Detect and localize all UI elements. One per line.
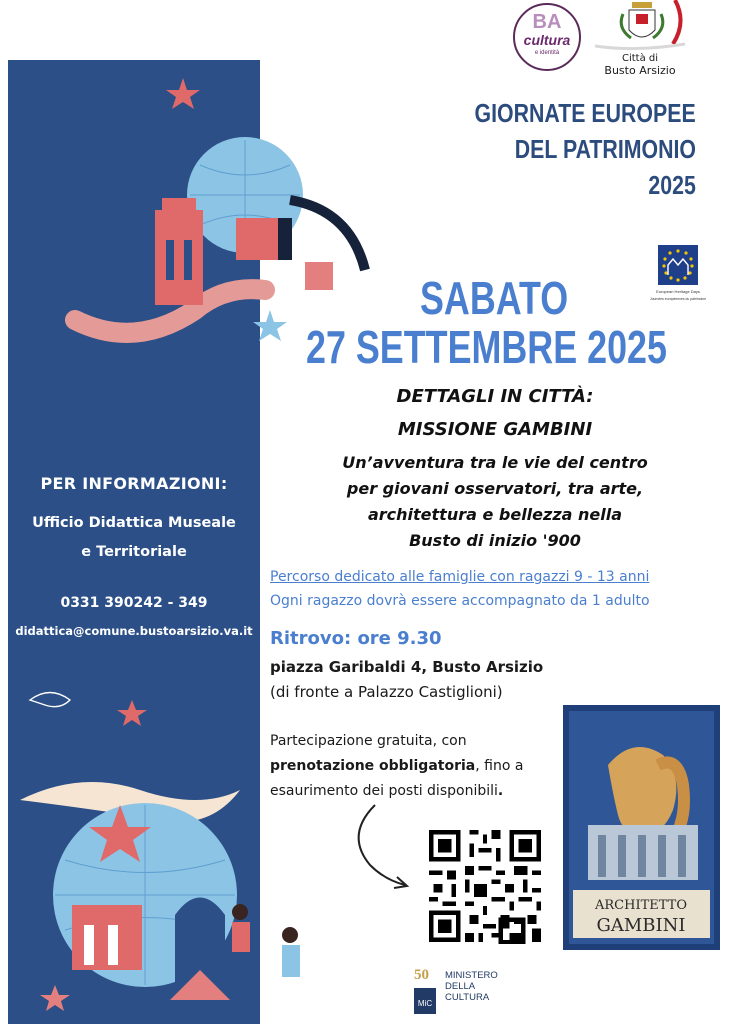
- cube: [236, 218, 278, 260]
- kid-body: [232, 922, 250, 952]
- star: [253, 310, 287, 341]
- date-full: 27 SETTEMBRE 2025: [306, 321, 667, 373]
- mic-badge: MiC: [417, 999, 433, 1008]
- building-window: [108, 925, 118, 965]
- bird: [30, 693, 70, 707]
- building: [72, 905, 142, 970]
- ministry-anniversary: 50: [414, 967, 429, 983]
- ehd-line: European Heritage Days: [656, 289, 700, 294]
- description-line: per giovani osservatori, tra arte,: [346, 479, 644, 498]
- tower: [155, 210, 203, 305]
- ba-logo-cultura: cultura: [523, 32, 571, 48]
- building-window: [84, 925, 94, 965]
- meeting-place: piazza Garibaldi 4, Busto Arsizio: [270, 658, 544, 676]
- adult-line: Ogni ragazzo dovrà essere accompagnato da 1 adulto: [270, 593, 650, 609]
- meeting-note: (di fronte a Palazzo Castiglioni): [270, 683, 503, 701]
- cube-side: [278, 218, 292, 260]
- info-phone: 0331 390242 - 349: [60, 595, 208, 611]
- kid-head: [232, 904, 248, 920]
- kid-head: [282, 927, 298, 943]
- ba-cultura-logo-icon: [508, 2, 586, 72]
- participation-end: .: [497, 783, 504, 799]
- star: [117, 700, 147, 726]
- tower-window: [184, 240, 192, 280]
- mosaic-text: GAMBINI: [596, 915, 686, 936]
- info-title: PER INFORMAZIONI:: [40, 474, 228, 493]
- participation-text: esaurimento dei posti disponibili: [270, 783, 498, 799]
- event-title-line: DEL PATRIMONIO: [514, 134, 696, 164]
- qr-code[interactable]: [429, 830, 541, 942]
- info-email: didattica@comune.bustoarsizio.va.it: [15, 624, 253, 638]
- info-office-line: Ufficio Didattica Museale: [32, 515, 236, 531]
- kid-body: [282, 945, 300, 977]
- city-label: Busto Arsizio: [604, 64, 676, 77]
- participation-line: [270, 783, 503, 799]
- participation-line: [270, 758, 523, 774]
- tower-window: [166, 240, 174, 280]
- participation-rest: , fino a: [475, 758, 524, 774]
- ministry-line: DELLA: [445, 981, 476, 992]
- cube: [305, 262, 333, 290]
- star: [40, 985, 70, 1011]
- description-line: architettura e bellezza nella: [367, 505, 623, 524]
- gambini-mosaic-image: [563, 705, 720, 950]
- curved-arrow-icon: [345, 800, 415, 895]
- ministry-line: CULTURA: [445, 992, 490, 1003]
- participation-line: Partecipazione gratuita, con: [270, 733, 467, 749]
- meeting-time: Ritrovo: ore 9.30: [270, 628, 442, 649]
- european-heritage-days-logo-icon: [649, 245, 707, 309]
- ba-logo-text: BA: [532, 11, 562, 33]
- description-line: Busto di inizio '900: [409, 531, 581, 550]
- city-label: Città di: [621, 53, 659, 64]
- ministry-text: [445, 970, 498, 1003]
- date-day: SABATO: [420, 272, 569, 324]
- mosaic-text: ARCHITETTO: [595, 898, 687, 913]
- families-line: Percorso dedicato alle famiglie con ragazzi 9 - 13 anni: [270, 569, 650, 585]
- black-arc: [290, 200, 365, 270]
- star: [166, 78, 200, 109]
- participation-bold: prenotazione obbligatoria: [270, 758, 476, 774]
- event-title-year: 2025: [648, 170, 696, 200]
- subtitle-line: DETTAGLI IN CITTÀ:: [396, 386, 594, 407]
- tower-roof: [162, 198, 196, 212]
- ehd-line: Journées européennes du patrimoine: [649, 297, 707, 301]
- description-line: Un’avventura tra le vie del centro: [342, 453, 648, 472]
- illustration: [0, 0, 300, 1024]
- ba-logo-identita: e identità: [534, 50, 560, 56]
- ministry-line: MINISTERO: [445, 970, 498, 981]
- event-title-line: GIORNATE EUROPEE: [474, 98, 696, 128]
- info-office-line: e Territoriale: [81, 544, 187, 560]
- subtitle-line: MISSIONE GAMBINI: [397, 419, 593, 440]
